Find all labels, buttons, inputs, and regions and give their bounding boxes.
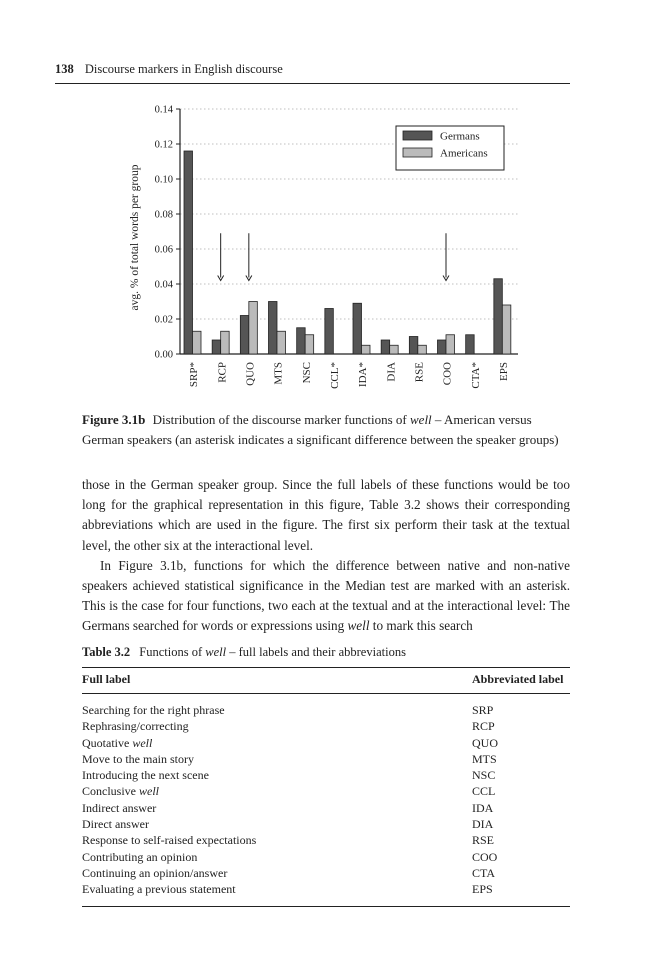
x-tick-label: IDA* [357, 362, 370, 388]
abbreviation-cell: DIA [472, 817, 494, 832]
abbreviation-cell: CTA [472, 865, 496, 880]
bar-germans [409, 337, 418, 355]
legend-label-americans: Americans [440, 147, 488, 160]
table-caption: Table 3.2 Functions of well – full labels and their abbreviations [82, 645, 406, 659]
bar-americans [305, 335, 314, 354]
y-tick-label: 0.14 [154, 104, 173, 116]
y-tick-label: 0.00 [154, 349, 173, 361]
full-label-cell: Rephrasing/correcting [82, 719, 189, 734]
bar-americans [390, 345, 399, 354]
paragraph-2: In Figure 3.1b, functions for which the difference between native and non-native speakers achieved statistical significance in the Median test are marked with an asterisk. This is the case for four functions, two each at the textual and at the interactional level: The Germans searched for words or expressions using well to mark this search [82, 557, 570, 634]
legend-label-germans: Germans [440, 130, 480, 143]
table-row [82, 865, 570, 881]
abbreviation-cell: RCP [472, 719, 495, 734]
bar-chart [0, 95, 650, 395]
bar-americans [502, 305, 511, 354]
bar-americans [277, 331, 286, 354]
bar-germans [381, 340, 390, 354]
legend-swatch-americans [403, 148, 432, 157]
table-row [82, 881, 570, 906]
full-label-cell: Move to the main story [82, 751, 194, 766]
full-label-cell: Response to self-raised expectations [82, 833, 257, 848]
abbreviation-cell: EPS [472, 882, 493, 897]
full-label-cell: Direct answer [82, 817, 149, 832]
table-row [82, 718, 570, 734]
table-row [82, 849, 570, 865]
bar-americans [249, 302, 257, 355]
x-tick-label: CCL* [328, 362, 341, 389]
abbreviation-cell: MTS [472, 751, 497, 766]
header-full-label: Full label [82, 672, 131, 686]
x-tick-label: DIA [385, 362, 398, 382]
bar-germans [212, 340, 221, 354]
table-row [82, 767, 570, 783]
y-tick-label: 0.12 [154, 139, 173, 151]
full-label-cell: Searching for the right phrase [82, 703, 225, 717]
bar-germans [325, 309, 334, 355]
y-axis-label: avg. % of total words per group [129, 164, 141, 311]
y-tick-label: 0.04 [154, 279, 173, 291]
header-rule [55, 83, 570, 84]
header-abbreviated-label: Abbreviated label [472, 672, 564, 686]
bar-americans [446, 335, 455, 354]
figure-caption-text: Distribution of the discourse marker functions of well – American versus German speakers (an asterisk indicates a significant difference between the speaker groups) [82, 412, 559, 447]
table-row [82, 694, 570, 719]
bar-germans [184, 151, 193, 354]
x-tick-label: MTS [272, 362, 285, 385]
legend-swatch-germans [403, 131, 432, 140]
full-label-cell: Conclusive well [82, 784, 159, 799]
figure-label: Figure 3.1b [82, 412, 146, 427]
bar-germans [438, 340, 447, 354]
full-label-cell: Continuing an opinion/answer [82, 865, 228, 880]
arrow-marker [246, 233, 252, 280]
x-tick-label: CTA* [469, 362, 482, 389]
table-row [82, 735, 570, 751]
y-tick-label: 0.06 [154, 244, 173, 256]
x-tick-label: RSE [413, 362, 426, 383]
x-tick-label: QUO [244, 362, 257, 386]
running-title: Discourse markers in English discourse [84, 62, 283, 76]
x-tick-label: RCP [216, 362, 229, 383]
abbreviation-cell: RSE [472, 833, 495, 848]
arrow-marker [218, 233, 224, 280]
full-label-cell: Introducing the next scene [82, 768, 209, 783]
bar-germans [466, 335, 475, 354]
x-tick-label: SRP* [188, 362, 201, 388]
abbreviation-cell: COO [472, 849, 498, 864]
bar-germans [353, 303, 362, 354]
y-tick-label: 0.10 [154, 174, 173, 186]
bar-americans [418, 345, 427, 354]
body-text [82, 475, 570, 637]
bar-germans [240, 316, 249, 355]
arrow-marker [443, 233, 449, 280]
bar-germans [297, 328, 306, 354]
running-head [55, 62, 570, 77]
abbreviation-cell: CCL [472, 784, 496, 799]
bar-germans [269, 302, 278, 355]
table-label: Table 3.2 [82, 645, 131, 659]
y-tick-label: 0.08 [154, 209, 173, 221]
abbreviation-cell: QUO [472, 735, 498, 750]
functions-table [82, 667, 570, 907]
table-row [82, 751, 570, 767]
figure-caption [82, 410, 570, 450]
full-label-cell: Contributing an opinion [82, 849, 198, 864]
bar-americans [221, 331, 230, 354]
table-row [82, 832, 570, 848]
abbreviation-cell: SRP [472, 703, 494, 717]
full-label-cell: Indirect answer [82, 800, 157, 815]
bar-germans [494, 279, 503, 354]
full-label-cell: Quotative well [82, 735, 153, 750]
abbreviation-cell: IDA [472, 800, 494, 815]
x-tick-label: COO [441, 362, 454, 386]
table-row [82, 800, 570, 816]
page-number: 138 [55, 62, 74, 76]
x-tick-label: EPS [497, 361, 510, 381]
x-tick-label: NSC [300, 362, 313, 384]
bar-americans [193, 331, 202, 354]
full-label-cell: Evaluating a previous statement [82, 882, 236, 897]
table-row [82, 816, 570, 832]
bar-americans [362, 345, 371, 354]
table-header-row [82, 668, 570, 694]
paragraph-1: those in the German speaker group. Since the full labels of these functions would be too long for the graphical representation in this figure, Table 3.2 shows their corresponding abbreviations which are used in the figure. The first six perform their task at the textual level, the other six at the interactional level. [82, 477, 570, 553]
y-tick-label: 0.02 [154, 314, 173, 326]
abbreviation-cell: NSC [472, 768, 496, 783]
table-row [82, 783, 570, 799]
